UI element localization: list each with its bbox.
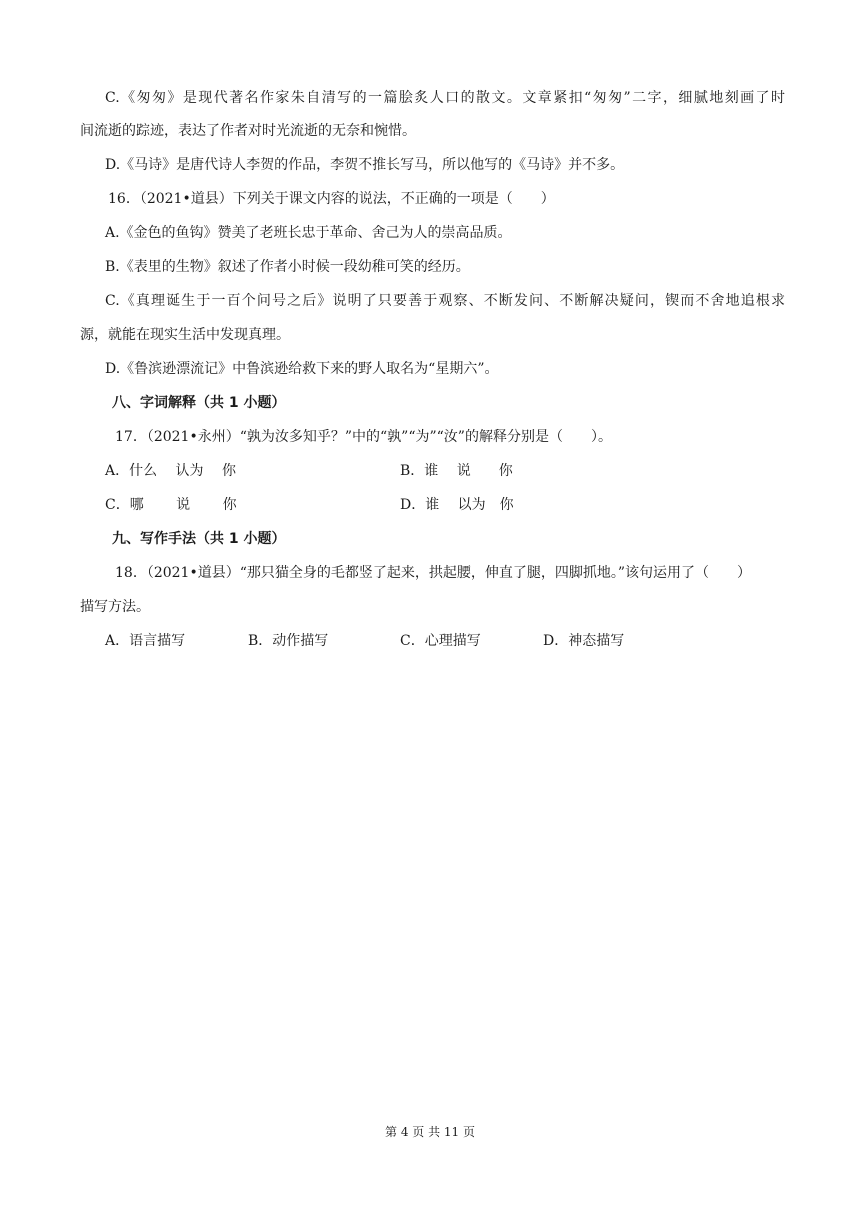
q16-option-d: D.《鲁滨逊漂流记》中鲁滨逊给救下来的野人取名为“星期六”。 (105, 361, 499, 377)
q17-option-d: D．谁 以为 你 (400, 497, 514, 513)
q18-stem-line1: 18．（2021•道县）“那只猫全身的毛都竖了起来，拱起腰，伸直了腿，四脚抓地。”该句运用了（ ） (115, 565, 752, 581)
q18-option-b: B．动作描写 (248, 633, 329, 649)
q18-stem-line2: 描写方法。 (80, 599, 150, 615)
q16-option-c-line2: 源，就能在现实生活中发现真理。 (80, 327, 290, 343)
q18-option-a: A．语言描写 (105, 633, 186, 649)
section-heading-word-explanation: 八、字词解释（共 1 小题） (112, 395, 286, 411)
q18-option-c: C．心理描写 (400, 633, 481, 649)
q15-option-d: D.《马诗》是唐代诗人李贺的作品，李贺不推长写马，所以他写的《马诗》并不多。 (105, 157, 625, 173)
q16-option-c-line1: C.《真理诞生于一百个问号之后》说明了只要善于观察、不断发问、不断解决疑问，锲而不舍地追根求 (105, 293, 785, 309)
q16-option-a: A.《金色的鱼钩》赞美了老班长忠于革命、舍己为人的崇高品质。 (105, 225, 512, 241)
q17-option-b: B．谁 说 你 (400, 463, 513, 479)
page-number-footer: 第 4 页 共 11 页 (385, 1125, 475, 1139)
q15-option-c-line2: 间流逝的踪迹，表达了作者对时光流逝的无奈和惋惜。 (80, 123, 416, 139)
q17-option-c: C．哪 说 你 (105, 497, 237, 513)
section-heading-writing-technique: 九、写作手法（共 1 小题） (112, 531, 286, 547)
q15-option-c-line1: C.《匆匆》是现代著名作家朱自清写的一篇脍炙人口的散文。文章紧扣“匆匆”二字，细腻地刻画了时 (105, 90, 785, 106)
q17-option-a: A．什么 认为 你 (105, 463, 237, 479)
q18-option-d: D．神态描写 (543, 633, 625, 649)
q16-option-b: B.《表里的生物》叙述了作者小时候一段幼稚可笑的经历。 (105, 259, 470, 275)
q17-stem: 17．（2021•永州）“孰为汝多知乎？”中的“孰”“为”“汝”的解释分别是（ ）。 (115, 429, 612, 445)
q16-stem: 16．（2021•道县）下列关于课文内容的说法，不正确的一项是（ ） (108, 191, 555, 207)
